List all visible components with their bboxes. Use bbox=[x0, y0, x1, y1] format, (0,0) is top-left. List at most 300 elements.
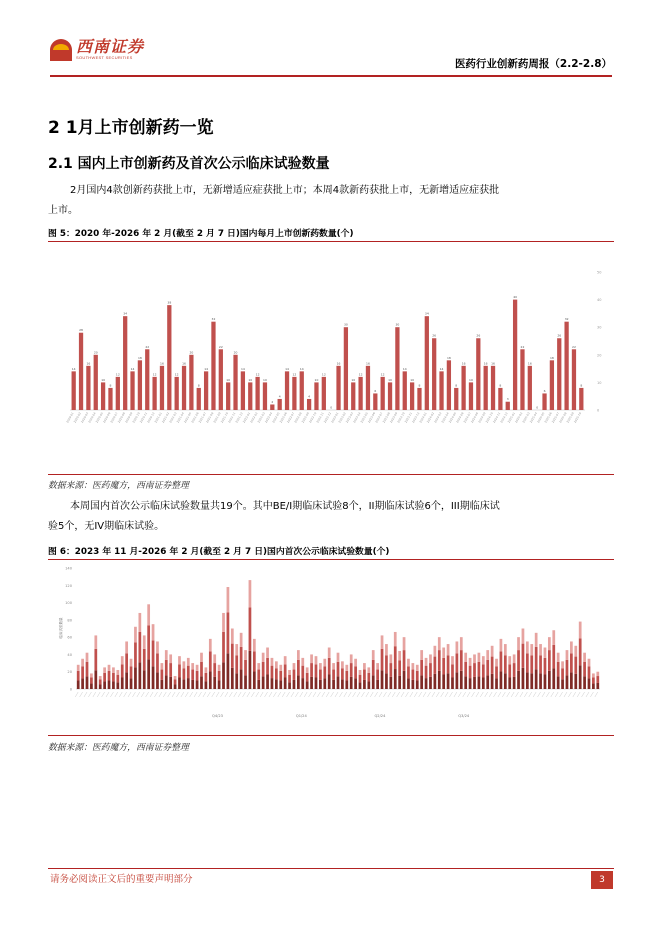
launch-bar bbox=[498, 388, 502, 410]
trial-bar-segment bbox=[306, 681, 309, 689]
trial-bar-segment bbox=[143, 635, 146, 648]
trial-bar-segment bbox=[222, 632, 225, 662]
bar-value-label: 4 bbox=[308, 394, 311, 399]
x-tick-mark bbox=[269, 692, 272, 697]
x-tick-mark bbox=[203, 692, 206, 697]
trial-bar-segment bbox=[138, 662, 141, 689]
bar-value-label: 26 bbox=[476, 333, 481, 338]
x-tick-mark bbox=[106, 692, 109, 697]
trial-bar-segment bbox=[350, 663, 353, 677]
x-tick-mark bbox=[229, 692, 232, 697]
trial-bar-segment bbox=[147, 659, 150, 689]
x-tick-label: 2022-11 bbox=[315, 411, 325, 424]
launch-bar bbox=[197, 388, 201, 410]
trial-bar-segment bbox=[222, 662, 225, 689]
x-tick-mark bbox=[586, 692, 589, 697]
x-tick-label: 2021-05 bbox=[182, 411, 193, 424]
trial-bar-segment bbox=[579, 622, 582, 639]
trial-bar-segment bbox=[116, 682, 119, 689]
trial-bar-segment bbox=[174, 676, 177, 679]
bar-value-label: 18 bbox=[446, 355, 451, 360]
trial-bar-segment bbox=[557, 662, 560, 677]
trial-bar-segment bbox=[557, 653, 560, 662]
trial-bar-segment bbox=[473, 654, 476, 663]
trial-bar-segment bbox=[218, 681, 221, 689]
paragraph-trials: 本周国内首次公示临床试验数量共19个。其中BE/I期临床试验8个，II期临床试验6个，III期临床试验5个，无IV期临床试验。 bbox=[48, 501, 500, 532]
trial-bar-segment bbox=[500, 671, 503, 689]
trial-bar-segment bbox=[434, 657, 437, 674]
launch-bar bbox=[484, 366, 488, 410]
trial-bar-segment bbox=[478, 676, 481, 689]
trial-bar-segment bbox=[345, 665, 348, 671]
bar-value-label: 6 bbox=[374, 388, 377, 393]
trial-bar-segment bbox=[574, 646, 577, 657]
trial-bar-segment bbox=[552, 645, 555, 669]
x-tick-label: 2021-02 bbox=[160, 411, 171, 424]
header-divider bbox=[50, 75, 612, 77]
trial-bar-segment bbox=[209, 639, 212, 652]
trial-bar-segment bbox=[566, 675, 569, 689]
bar-value-label: 10 bbox=[248, 377, 253, 382]
trial-bar-segment bbox=[429, 663, 432, 677]
trial-bar-segment bbox=[464, 662, 467, 677]
x-tick-label: 2023-04 bbox=[352, 411, 362, 424]
logo-chinese-name: 西南证券 bbox=[76, 37, 145, 56]
x-tick-mark bbox=[538, 692, 541, 697]
trial-bar-segment bbox=[275, 661, 278, 668]
trial-bar-segment bbox=[588, 666, 591, 678]
x-tick-mark bbox=[141, 692, 144, 697]
trial-bar-segment bbox=[381, 635, 384, 648]
x-tick-mark bbox=[304, 692, 307, 697]
x-tick-label: 2024-10 bbox=[484, 411, 494, 424]
trial-bar-segment bbox=[381, 649, 384, 670]
trial-bar-segment bbox=[372, 675, 375, 689]
x-tick-mark bbox=[472, 692, 475, 697]
launch-bar bbox=[579, 388, 583, 410]
x-tick-label: 2024-06 bbox=[455, 411, 465, 424]
bar-value-label: 8 bbox=[109, 383, 112, 388]
x-tick-label: 2020-09 bbox=[124, 411, 134, 424]
trial-bar-segment bbox=[570, 641, 573, 653]
launch-bar bbox=[395, 327, 399, 410]
x-tick-mark bbox=[128, 692, 131, 697]
x-tick-mark bbox=[163, 692, 166, 697]
trial-bar-segment bbox=[451, 664, 454, 677]
x-tick-mark bbox=[476, 692, 479, 697]
trial-bar-segment bbox=[130, 659, 133, 667]
trial-bar-segment bbox=[398, 651, 401, 661]
trial-bar-segment bbox=[240, 647, 243, 669]
x-tick-mark bbox=[80, 692, 83, 697]
trial-bar-segment bbox=[328, 658, 331, 675]
logo-emblem-icon bbox=[50, 39, 72, 61]
trial-bar-segment bbox=[275, 668, 278, 679]
trial-bar-segment bbox=[279, 681, 282, 689]
trial-bar-segment bbox=[359, 670, 362, 675]
launch-bar bbox=[130, 371, 134, 410]
trial-bar-segment bbox=[530, 673, 533, 689]
x-tick-mark bbox=[84, 692, 87, 697]
x-tick-mark bbox=[432, 692, 435, 697]
category-group-label: Q3/24 bbox=[458, 714, 470, 718]
x-tick-mark bbox=[414, 692, 417, 697]
trial-bar-segment bbox=[103, 673, 106, 682]
paragraph-launches: 2月国内4款创新药获批上市，无新增适应症获批上市；本周4款新药获批上市，无新增适应症获批上市。 bbox=[48, 185, 500, 216]
trial-bar-segment bbox=[337, 653, 340, 662]
x-tick-mark bbox=[449, 692, 452, 697]
bar-value-label: 20 bbox=[93, 350, 98, 355]
trial-bar-segment bbox=[367, 681, 370, 689]
y-tick-label: 50 bbox=[597, 270, 602, 275]
trial-bar-segment bbox=[442, 658, 445, 675]
trial-bar-segment bbox=[500, 639, 503, 652]
x-tick-mark bbox=[234, 692, 237, 697]
bar-value-label: 16 bbox=[86, 361, 91, 366]
trial-bar-segment bbox=[557, 676, 560, 689]
trial-bar-segment bbox=[592, 673, 595, 677]
bar-value-label: 0 bbox=[330, 405, 333, 410]
trial-bar-segment bbox=[235, 655, 238, 673]
x-tick-label: 2020-06 bbox=[102, 411, 112, 424]
x-tick-label: 2023-01 bbox=[330, 411, 340, 424]
trial-bar-segment bbox=[469, 658, 472, 666]
trial-bar-segment bbox=[112, 667, 115, 672]
x-tick-mark bbox=[560, 692, 563, 697]
trial-bar-segment bbox=[138, 632, 141, 662]
x-tick-label: 2023-12 bbox=[411, 411, 421, 424]
trial-bar-segment bbox=[191, 663, 194, 669]
trial-bar-segment bbox=[491, 674, 494, 689]
trial-bar-segment bbox=[363, 680, 366, 689]
trial-bar-segment bbox=[266, 674, 269, 689]
trial-bar-segment bbox=[249, 651, 252, 689]
launch-bar bbox=[373, 393, 377, 410]
launch-bar bbox=[439, 371, 443, 410]
bar-value-label: 6 bbox=[543, 388, 546, 393]
x-tick-label: 2021-04 bbox=[175, 411, 185, 424]
bar-value-label: 8 bbox=[499, 383, 502, 388]
x-tick-label: 2021-10 bbox=[219, 411, 230, 424]
launch-bar bbox=[410, 382, 414, 410]
x-tick-mark bbox=[392, 692, 395, 697]
x-tick-mark bbox=[339, 692, 342, 697]
x-tick-mark bbox=[300, 692, 303, 697]
y-tick-label: 100 bbox=[65, 601, 72, 606]
x-tick-label: 2024-12 bbox=[499, 411, 509, 424]
trial-bar-segment bbox=[478, 662, 481, 677]
trial-bar-segment bbox=[178, 678, 181, 689]
trial-bar-segment bbox=[169, 663, 172, 677]
launch-bar bbox=[358, 377, 362, 410]
x-tick-label: 2021-09 bbox=[212, 411, 222, 424]
x-tick-mark bbox=[573, 692, 576, 697]
launch-bar bbox=[461, 366, 465, 410]
trial-bar-segment bbox=[583, 653, 586, 662]
y-tick-label: 10 bbox=[597, 380, 602, 385]
trial-bar-segment bbox=[561, 668, 564, 679]
trial-bar-segment bbox=[574, 657, 577, 674]
launch-bar bbox=[557, 338, 561, 410]
bar-value-label: 12 bbox=[321, 372, 326, 377]
trial-bar-segment bbox=[94, 635, 97, 648]
trial-bar-segment bbox=[161, 670, 164, 680]
trial-bar-segment bbox=[447, 673, 450, 689]
trial-bar-segment bbox=[552, 630, 555, 645]
trial-bar-segment bbox=[94, 649, 97, 670]
launch-bar bbox=[204, 371, 208, 410]
trial-bar-segment bbox=[588, 659, 591, 667]
bar-value-label: 10 bbox=[101, 377, 106, 382]
bar-value-label: 16 bbox=[182, 361, 186, 366]
bar-value-label: 22 bbox=[572, 344, 576, 349]
trial-bar-segment bbox=[482, 656, 485, 664]
trial-bar-segment bbox=[425, 666, 428, 678]
bar-value-label: 12 bbox=[292, 372, 297, 377]
trial-bar-segment bbox=[596, 672, 599, 676]
bar-value-label: 8 bbox=[197, 383, 200, 388]
trial-bar-segment bbox=[81, 659, 84, 667]
figure5-top-rule bbox=[48, 241, 614, 242]
x-tick-mark bbox=[467, 692, 470, 697]
launch-bar bbox=[513, 300, 517, 410]
bar-value-label: 16 bbox=[336, 361, 341, 366]
launch-bar bbox=[417, 388, 421, 410]
trial-bar-segment bbox=[323, 678, 326, 689]
bar-value-label: 12 bbox=[255, 372, 260, 377]
trial-bar-segment bbox=[227, 653, 230, 689]
bar-value-label: 14 bbox=[71, 366, 76, 371]
x-tick-label: 2024-01 bbox=[418, 411, 428, 424]
trial-bar-segment bbox=[218, 665, 221, 671]
trial-bar-segment bbox=[491, 657, 494, 674]
trial-bar-segment bbox=[596, 676, 599, 683]
x-tick-label: 2025-07 bbox=[550, 411, 561, 424]
launch-bar bbox=[152, 377, 156, 410]
trial-bar-segment bbox=[218, 671, 221, 681]
x-tick-mark bbox=[542, 692, 545, 697]
trial-bar-segment bbox=[165, 675, 168, 689]
trial-bar-segment bbox=[526, 672, 529, 689]
trial-bar-segment bbox=[183, 661, 186, 668]
x-tick-label: 2025-06 bbox=[543, 411, 553, 424]
y-tick-label: 140 bbox=[65, 566, 72, 571]
trial-bar-segment bbox=[394, 646, 397, 669]
trial-bar-segment bbox=[77, 665, 80, 671]
trial-bar-segment bbox=[332, 680, 335, 689]
trial-bar-segment bbox=[183, 668, 186, 679]
trial-bar-segment bbox=[522, 644, 525, 668]
x-tick-mark bbox=[348, 692, 351, 697]
trial-bar-segment bbox=[125, 653, 128, 672]
trial-bar-segment bbox=[165, 660, 168, 676]
trial-bar-segment bbox=[262, 662, 265, 677]
launch-bar bbox=[454, 388, 458, 410]
company-logo bbox=[50, 38, 144, 61]
trial-bar-segment bbox=[341, 668, 344, 679]
bar-value-label: 2 bbox=[271, 399, 274, 404]
trial-bar-segment bbox=[389, 663, 392, 677]
trial-bar-segment bbox=[262, 653, 265, 662]
trial-bar-segment bbox=[394, 632, 397, 646]
trial-bar-segment bbox=[77, 671, 80, 681]
x-tick-label: 2022-09 bbox=[300, 411, 310, 424]
bar-value-label: 10 bbox=[314, 377, 319, 382]
launch-bar bbox=[322, 377, 326, 410]
trial-bar-segment bbox=[517, 637, 520, 650]
x-tick-label: 2024-07 bbox=[462, 411, 472, 424]
bar-value-label: 12 bbox=[174, 372, 179, 377]
trial-bar-segment bbox=[227, 613, 230, 654]
trial-bar-segment bbox=[398, 676, 401, 689]
launch-bar bbox=[145, 349, 149, 410]
trial-bar-segment bbox=[200, 676, 203, 689]
trial-bar-segment bbox=[257, 680, 260, 689]
x-tick-label: 2020-10 bbox=[131, 411, 141, 424]
category-group-label: Q1/24 bbox=[295, 714, 307, 718]
x-tick-label: 2022-12 bbox=[322, 411, 333, 424]
x-tick-mark bbox=[366, 692, 369, 697]
bar-value-label: 12 bbox=[380, 372, 385, 377]
trial-bar-segment bbox=[86, 676, 89, 689]
x-tick-label: 2021-06 bbox=[190, 411, 200, 424]
x-tick-mark bbox=[110, 692, 113, 697]
x-tick-label: 2022-05 bbox=[271, 411, 281, 424]
x-tick-label: 2025-05 bbox=[536, 411, 546, 424]
launch-bar bbox=[108, 388, 112, 410]
trial-bar-segment bbox=[566, 650, 569, 660]
bar-value-label: 22 bbox=[218, 344, 223, 349]
trial-bar-segment bbox=[275, 679, 278, 689]
trial-bar-segment bbox=[429, 654, 432, 663]
x-tick-mark bbox=[357, 692, 360, 697]
trial-bar-segment bbox=[372, 650, 375, 660]
x-tick-label: 2020-08 bbox=[116, 411, 127, 424]
x-tick-mark bbox=[238, 692, 241, 697]
launch-bar bbox=[425, 316, 429, 410]
subsection-heading: 2.1 国内上市创新药及首次公示临床试验数量 bbox=[48, 156, 330, 172]
y-tick-label: 80 bbox=[67, 618, 72, 623]
x-tick-mark bbox=[317, 692, 320, 697]
bar-value-label: 8 bbox=[580, 383, 583, 388]
x-tick-mark bbox=[185, 692, 188, 697]
x-tick-mark bbox=[436, 692, 439, 697]
x-tick-mark bbox=[190, 692, 193, 697]
launch-bar bbox=[219, 349, 223, 410]
trial-bar-segment bbox=[438, 650, 441, 671]
trial-bar-segment bbox=[161, 680, 164, 689]
trial-bar-segment bbox=[165, 650, 168, 660]
x-tick-label: 2024-08 bbox=[469, 411, 480, 424]
launch-bar bbox=[160, 366, 164, 410]
trial-bar-segment bbox=[345, 681, 348, 689]
launch-bar bbox=[278, 399, 282, 410]
trial-bar-segment bbox=[539, 673, 542, 689]
trial-bar-segment bbox=[315, 678, 318, 689]
trial-bar-segment bbox=[293, 680, 296, 689]
trial-bar-segment bbox=[583, 676, 586, 689]
trial-bar-segment bbox=[253, 651, 256, 671]
trial-bar-segment bbox=[134, 667, 137, 689]
x-tick-mark bbox=[507, 692, 510, 697]
figure6-title: 图 6：2023 年 11 月-2026 年 2 月(截至 2 月 7 日)国内首次公示临床试验数量(个) bbox=[48, 547, 390, 557]
trial-bar-segment bbox=[508, 678, 511, 689]
x-tick-label: 2024-05 bbox=[447, 411, 458, 424]
trial-bar-segment bbox=[271, 658, 274, 666]
trial-bar-segment bbox=[90, 684, 93, 689]
trial-bar-segment bbox=[284, 664, 287, 677]
trial-bar-segment bbox=[464, 676, 467, 689]
x-tick-label: 2023-06 bbox=[366, 411, 377, 424]
x-tick-label: 2021-03 bbox=[168, 411, 178, 424]
bar-value-label: 10 bbox=[410, 377, 415, 382]
launch-bar bbox=[351, 382, 355, 410]
launch-bar bbox=[344, 327, 348, 410]
trial-bar-segment bbox=[99, 684, 102, 689]
trial-bar-segment bbox=[213, 663, 216, 677]
trial-bar-segment bbox=[407, 666, 410, 678]
trial-bar-segment bbox=[319, 663, 322, 669]
trial-bar-segment bbox=[574, 674, 577, 689]
trial-bar-segment bbox=[103, 667, 106, 672]
launch-bar bbox=[476, 338, 480, 410]
trial-bar-segment bbox=[416, 671, 419, 681]
trial-bar-segment bbox=[143, 670, 146, 689]
x-tick-mark bbox=[154, 692, 157, 697]
launch-bar bbox=[336, 366, 340, 410]
launch-bar bbox=[123, 316, 127, 410]
trial-bar-segment bbox=[156, 672, 159, 689]
bar-value-label: 14 bbox=[204, 366, 209, 371]
bar-value-label: 16 bbox=[160, 361, 164, 366]
bar-value-label: 0 bbox=[536, 405, 539, 410]
trial-bar-segment bbox=[310, 654, 313, 663]
bar-value-label: 20 bbox=[189, 350, 194, 355]
bar-value-label: 16 bbox=[461, 361, 466, 366]
trial-bar-segment bbox=[200, 653, 203, 662]
trial-bar-segment bbox=[112, 673, 115, 682]
x-tick-mark bbox=[529, 692, 532, 697]
trial-bar-segment bbox=[354, 678, 357, 689]
trial-bar-segment bbox=[376, 663, 379, 669]
launch-bar bbox=[270, 404, 274, 410]
x-tick-mark bbox=[494, 692, 497, 697]
x-tick-mark bbox=[207, 692, 210, 697]
y-axis-title: 临床试验数量 bbox=[59, 617, 63, 639]
trial-bar-segment bbox=[420, 675, 423, 689]
trial-bar-segment bbox=[152, 640, 155, 666]
trial-bar-segment bbox=[517, 650, 520, 671]
trial-bar-segment bbox=[451, 656, 454, 664]
trial-bar-segment bbox=[297, 675, 300, 689]
bar-value-label: 10 bbox=[351, 377, 356, 382]
trial-bar-segment bbox=[495, 666, 498, 678]
launch-bar bbox=[189, 355, 193, 410]
launch-bar bbox=[300, 371, 304, 410]
x-tick-mark bbox=[159, 692, 162, 697]
trial-bar-segment bbox=[517, 671, 520, 689]
launch-bar bbox=[550, 360, 554, 410]
trial-bar-segment bbox=[508, 664, 511, 677]
x-tick-mark bbox=[555, 692, 558, 697]
trial-bar-segment bbox=[143, 649, 146, 670]
trial-bar-segment bbox=[319, 680, 322, 689]
x-tick-mark bbox=[115, 692, 118, 697]
trial-bar-segment bbox=[539, 644, 542, 655]
y-tick-label: 40 bbox=[597, 298, 602, 303]
footer-divider bbox=[48, 868, 614, 869]
trial-bar-segment bbox=[504, 655, 507, 673]
